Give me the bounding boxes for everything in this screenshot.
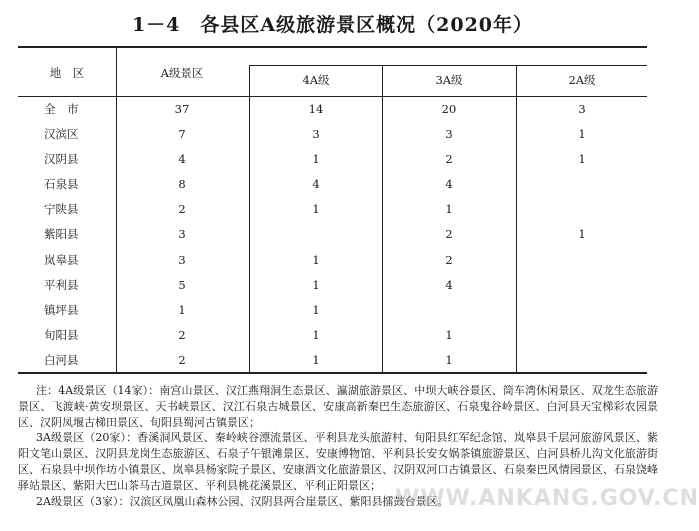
col-divider-1 xyxy=(116,47,117,372)
note-2a: 2A级景区（3家）：汉滨区凤凰山森林公园、汉阴县两合崖景区、紫阳县擂鼓台景区。 xyxy=(36,494,449,508)
a4-count-cell: 1 xyxy=(312,303,320,317)
header-region: 地 区 xyxy=(49,66,85,80)
a4-count-cell: 1 xyxy=(312,152,320,166)
a3-count-cell: 4 xyxy=(445,177,453,191)
a3-count-cell: 1 xyxy=(445,353,453,367)
header-3a: 3A级 xyxy=(435,73,463,87)
a3-count-cell: 20 xyxy=(441,102,457,116)
header-4a: 4A级 xyxy=(302,73,330,87)
a3-count-cell: 1 xyxy=(445,328,453,342)
header-a-level: A级景区 xyxy=(160,66,204,80)
a4-count-cell: 1 xyxy=(312,353,320,367)
header-sub-rule xyxy=(249,65,647,66)
region-cell: 宁陕县 xyxy=(44,202,79,216)
table-bottom-rule xyxy=(18,372,647,374)
a4-count-cell: 1 xyxy=(312,202,320,216)
a3-count-cell: 4 xyxy=(445,278,453,292)
a-count-cell: 2 xyxy=(178,202,186,216)
region-cell: 汉滨区 xyxy=(44,127,79,141)
header-2a: 2A级 xyxy=(568,73,596,87)
note-3a: 3A级景区（20家）：香溪洞风景区、秦岭峡谷漂流景区、平利县龙头旅游村、旬阳县红军纪念馆、岚皋县千层河旅游风景区、紫阳文笔山景区、汉阴县龙岗生态旅游区、石泉子午银滩景区、安康博物馆、平利县长安女娲茶镇旅游景区、白河县桥儿沟文化旅游街区、石泉县中坝作坊小镇景区、岚皋县杨家院子景区、安康酒文化旅游景区、汉阴双河口古镇景区、石泉秦巴风情园景区、石泉饶峰驿站景区、紫阳大巴山茶马古道景区、平利县桃花溪景区、平利正阳景区； xyxy=(18,431,658,492)
a2-count-cell: 1 xyxy=(578,127,586,141)
a-count-cell: 1 xyxy=(178,303,186,317)
a4-count-cell: 3 xyxy=(312,127,320,141)
a-count-cell: 2 xyxy=(178,328,186,342)
col-divider-2 xyxy=(249,65,250,372)
a2-count-cell: 1 xyxy=(578,227,586,241)
region-cell: 平利县 xyxy=(44,278,79,292)
region-cell: 汉阴县 xyxy=(44,152,79,166)
a-count-cell: 8 xyxy=(178,177,186,191)
col-divider-4 xyxy=(516,65,517,372)
region-cell: 旬阳县 xyxy=(44,328,79,342)
a3-count-cell: 2 xyxy=(445,227,453,241)
a2-count-cell: 1 xyxy=(578,152,586,166)
a-count-cell: 5 xyxy=(178,278,186,292)
a-count-cell: 37 xyxy=(174,102,190,116)
region-cell: 白河县 xyxy=(44,353,79,367)
a4-count-cell: 1 xyxy=(312,278,320,292)
note-4a: 注：4A级景区（14家）：南宫山景区、汉江燕翔洞生态景区、瀛湖旅游景区、中坝大峡谷景区、筒车湾休闲景区、双龙生态旅游景区、飞渡峡·黄安坝景区、天书峡景区、汉江石泉古城景区、安康高新秦巴生态旅游区、石泉鬼谷岭景区、白河县天宝梯彩农园景区、汉阴凤堰古梯田景区、旬阳县蜀河古镇景区； xyxy=(18,384,658,429)
a-count-cell: 3 xyxy=(178,253,186,267)
a-count-cell: 7 xyxy=(178,127,186,141)
a3-count-cell: 2 xyxy=(445,152,453,166)
header-bottom-rule xyxy=(18,96,647,97)
region-cell: 岚皋县 xyxy=(44,253,79,267)
a-count-cell: 3 xyxy=(178,227,186,241)
a3-count-cell: 3 xyxy=(445,127,453,141)
col-divider-3 xyxy=(382,65,383,372)
a4-count-cell: 14 xyxy=(308,102,324,116)
page-title: 1－4 各县区A级旅游景区概况（2020年） xyxy=(131,14,534,36)
a3-count-cell: 2 xyxy=(445,253,453,267)
region-cell: 石泉县 xyxy=(44,177,79,191)
a4-count-cell: 1 xyxy=(312,253,320,267)
site-watermark: WWW.ANKANG.GOV.CN xyxy=(395,486,699,511)
a2-count-cell: 3 xyxy=(578,102,586,116)
region-cell: 镇坪县 xyxy=(44,303,79,317)
a4-count-cell: 4 xyxy=(312,177,320,191)
region-cell: 全 市 xyxy=(44,102,79,116)
a3-count-cell: 1 xyxy=(445,202,453,216)
a-count-cell: 2 xyxy=(178,353,186,367)
table-top-rule xyxy=(18,46,647,48)
a-count-cell: 4 xyxy=(178,152,186,166)
region-cell: 紫阳县 xyxy=(44,227,79,241)
a4-count-cell: 1 xyxy=(312,328,320,342)
